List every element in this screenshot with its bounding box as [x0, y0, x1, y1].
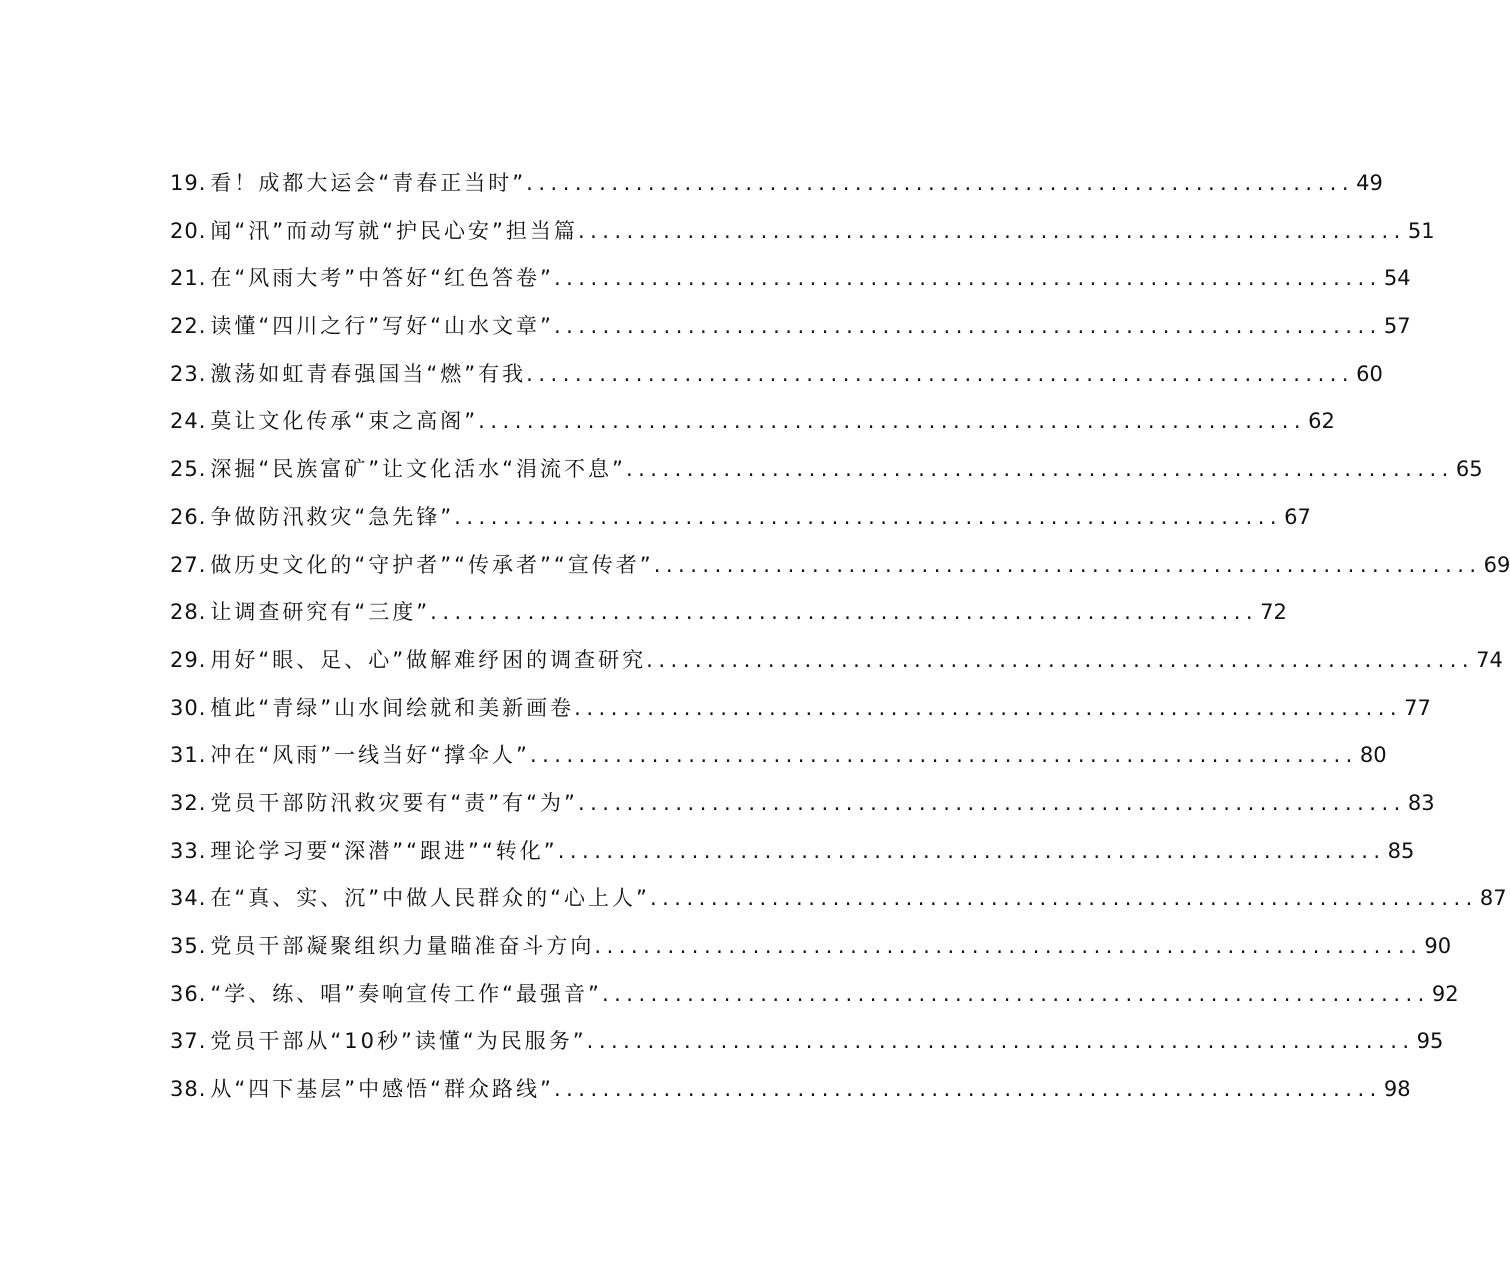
entry-number: 35. — [170, 934, 207, 958]
toc-entry — [170, 1066, 1411, 1114]
entry-title: 党员干部防汛救灾要有“责”有“为” — [210, 790, 578, 815]
table-of-contents — [170, 160, 1510, 1114]
entry-page-number: 60 — [1356, 361, 1383, 386]
entry-title: 冲在“风雨”一线当好“撑伞人” — [210, 743, 530, 768]
dot-leader: .................................................................... — [594, 934, 1423, 958]
toc-entry — [170, 398, 1335, 446]
entry-title: 从“四下基层”中感悟“群众路线” — [210, 1077, 554, 1102]
toc-entry — [170, 160, 1383, 208]
entry-page-number: 90 — [1424, 934, 1452, 958]
toc-entry — [170, 589, 1287, 637]
entry-page-number: 57 — [1383, 314, 1411, 339]
toc-entry — [170, 446, 1483, 494]
toc-entry — [170, 1018, 1444, 1066]
dot-leader: .................................................................... — [601, 981, 1430, 1006]
entry-number: 32. — [170, 790, 207, 815]
entry-page-number: 92 — [1431, 981, 1459, 1006]
toc-entry — [170, 351, 1383, 399]
entry-number: 34. — [170, 886, 207, 911]
entry-page-number: 87 — [1479, 886, 1507, 911]
entry-page-number: 77 — [1404, 695, 1431, 720]
entry-title: 在“风雨大考”中答好“红色答卷” — [210, 266, 554, 291]
entry-number: 24. — [170, 409, 207, 434]
entry-title: 党员干部凝聚组织力量瞄准奋斗方向 — [210, 934, 595, 958]
toc-entry — [170, 780, 1435, 828]
dot-leader: .................................................................... — [526, 171, 1355, 195]
entry-number: 36. — [170, 981, 207, 1006]
entry-title: 植此“青绿”山水间绘就和美新画卷 — [210, 695, 575, 720]
dot-leader: .................................................................... — [577, 218, 1406, 243]
entry-page-number: 54 — [1383, 266, 1411, 291]
entry-title: 看！成都大运会“青春正当时” — [210, 171, 527, 195]
entry-title: 深掘“民族富矿”让文化活水“涓流不息” — [210, 457, 626, 482]
entry-page-number: 95 — [1416, 1029, 1444, 1054]
entry-title: 做历史文化的“守护者”“传承者”“宣传者” — [210, 552, 654, 577]
toc-entry — [170, 255, 1411, 303]
entry-number: 22. — [170, 314, 207, 339]
entry-title: 争做防汛救灾“急先锋” — [210, 504, 455, 529]
dot-leader: .................................................................... — [649, 886, 1478, 911]
dot-leader: .................................................................... — [586, 1029, 1415, 1054]
toc-entry — [170, 685, 1431, 733]
entry-title: 理论学习要“深潜”“跟进”“转化” — [210, 838, 558, 863]
entry-page-number: 83 — [1407, 790, 1435, 815]
dot-leader: .................................................................... — [646, 647, 1475, 672]
toc-entry — [170, 208, 1435, 256]
dot-leader: .................................................................... — [553, 266, 1382, 291]
entry-number: 33. — [170, 838, 207, 863]
dot-leader: .................................................................... — [526, 361, 1355, 386]
dot-leader: .................................................................... — [557, 838, 1386, 863]
entry-number: 27. — [170, 552, 207, 577]
entry-number: 25. — [170, 457, 207, 482]
entry-number: 37. — [170, 1029, 207, 1054]
toc-entry — [170, 303, 1411, 351]
entry-page-number: 62 — [1308, 409, 1335, 434]
dot-leader: .................................................................... — [577, 790, 1406, 815]
entry-title: 在“真、实、沉”中做人民群众的“心上人” — [210, 886, 650, 911]
toc-entry — [170, 542, 1510, 590]
entry-number: 28. — [170, 600, 207, 625]
entry-page-number: 65 — [1455, 457, 1483, 482]
entry-title: 闻“汛”而动写就“护民心安”担当篇 — [210, 218, 578, 243]
dot-leader: .................................................................... — [653, 552, 1482, 577]
dot-leader: .................................................................... — [625, 457, 1454, 482]
entry-number: 19. — [170, 171, 207, 195]
toc-entry — [170, 828, 1415, 876]
entry-title: 激荡如虹青春强国当“燃”有我 — [210, 361, 527, 386]
entry-page-number: 80 — [1359, 743, 1387, 768]
entry-title: 让调查研究有“三度” — [210, 600, 431, 625]
entry-title: 党员干部从“10秒”读懂“为民服务” — [210, 1029, 587, 1054]
entry-title: 莫让文化传承“束之高阁” — [210, 409, 479, 434]
toc-entry — [170, 637, 1503, 685]
toc-entry — [170, 923, 1452, 971]
entry-page-number: 72 — [1260, 600, 1287, 625]
dot-leader: .................................................................... — [454, 504, 1283, 529]
entry-number: 29. — [170, 647, 207, 672]
entry-number: 38. — [170, 1077, 207, 1102]
entry-number: 23. — [170, 361, 207, 386]
dot-leader: .................................................................... — [574, 695, 1403, 720]
entry-title: 读懂“四川之行”写好“山水文章” — [210, 314, 554, 339]
toc-entry — [170, 971, 1459, 1019]
entry-number: 21. — [170, 266, 207, 291]
entry-page-number: 51 — [1407, 218, 1435, 243]
dot-leader: .................................................................... — [430, 600, 1259, 625]
entry-page-number: 85 — [1387, 838, 1415, 863]
entry-title: 用好“眼、足、心”做解难纾困的调查研究 — [210, 647, 647, 672]
entry-number: 20. — [170, 218, 207, 243]
entry-page-number: 49 — [1356, 171, 1383, 195]
entry-number: 31. — [170, 743, 207, 768]
dot-leader: .................................................................... — [553, 314, 1382, 339]
entry-page-number: 67 — [1284, 504, 1311, 529]
toc-entry — [170, 875, 1507, 923]
toc-entry — [170, 494, 1311, 542]
toc-entry — [170, 732, 1387, 780]
entry-page-number: 69 — [1483, 552, 1510, 577]
dot-leader: .................................................................... — [553, 1077, 1382, 1102]
dot-leader: .................................................................... — [529, 743, 1358, 768]
entry-number: 30. — [170, 695, 207, 720]
entry-page-number: 74 — [1476, 647, 1503, 672]
dot-leader: .................................................................... — [478, 409, 1307, 434]
entry-page-number: 98 — [1383, 1077, 1411, 1102]
entry-title: “学、练、唱”奏响宣传工作“最强音” — [210, 981, 602, 1006]
entry-number: 26. — [170, 504, 207, 529]
